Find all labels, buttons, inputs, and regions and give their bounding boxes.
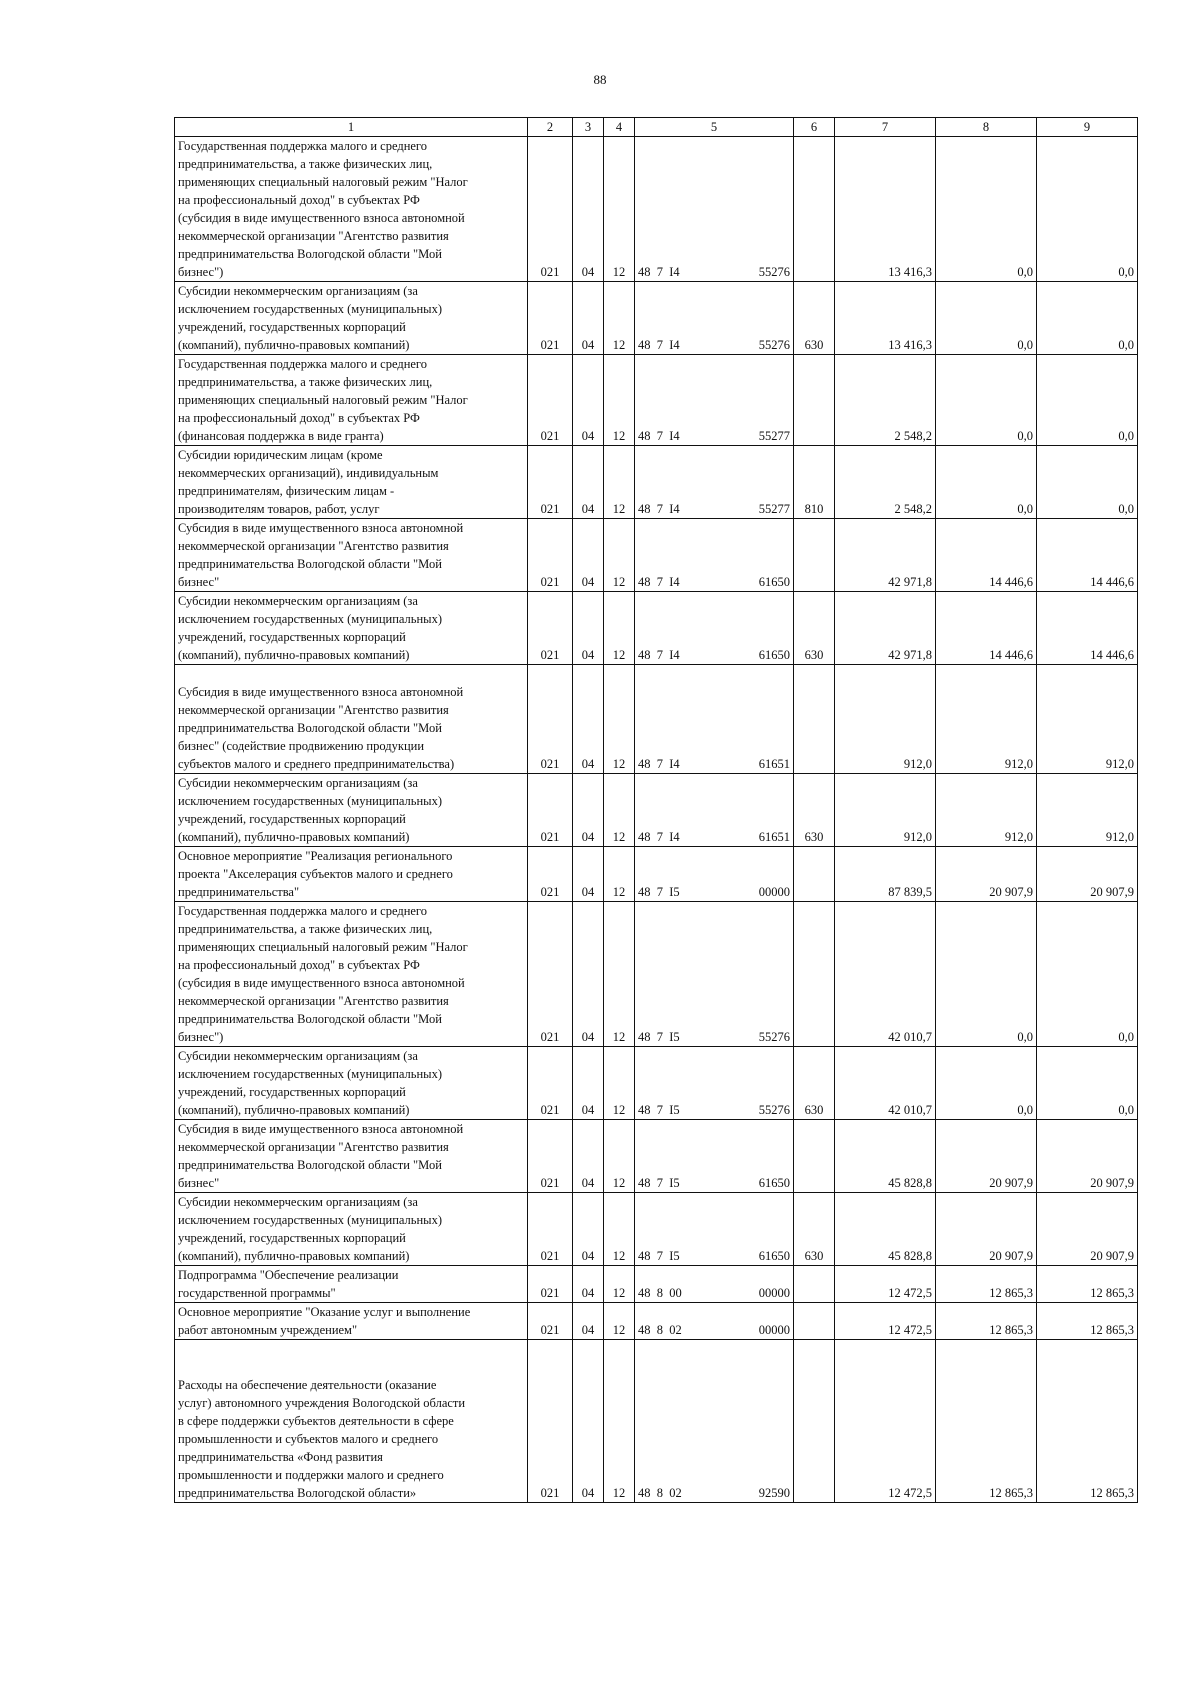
amount-year-2: 912,0 — [936, 774, 1037, 847]
program-code: 48 7 I5 — [638, 1249, 680, 1263]
description-line: (финансовая поддержка в виде гранта) — [178, 429, 384, 443]
subsection-code: 12 — [604, 1193, 635, 1266]
row-description — [175, 1047, 528, 1120]
admin-code: 021 — [528, 355, 573, 446]
page-number: 88 — [593, 72, 607, 87]
description-line: некоммерческой организации "Агентство развития — [178, 229, 449, 243]
section-code: 04 — [573, 1340, 604, 1503]
description-line: работ автономным учреждением" — [178, 1323, 358, 1337]
amount-year-3: 20 907,9 — [1037, 847, 1138, 902]
description-line: Субсидии некоммерческим организациям (за — [178, 776, 418, 790]
row-description — [175, 592, 528, 665]
program-code: 48 7 I4 — [638, 338, 680, 352]
amount-year-1: 42 010,7 — [835, 902, 936, 1047]
amount-year-2: 0,0 — [936, 137, 1037, 282]
section-code: 04 — [573, 1303, 604, 1340]
description-line: некоммерческой организации "Агентство развития — [178, 539, 449, 553]
description-line: Расходы на обеспечение деятельности (оказание — [178, 1378, 437, 1392]
description-line: на профессиональный доход" в субъектах РФ — [178, 958, 420, 972]
program-code: 48 7 I4 — [638, 429, 680, 443]
description-line: (компаний), публично-правовых компаний) — [178, 1103, 410, 1117]
subsection-code: 12 — [604, 902, 635, 1047]
header-col-9: 9 — [1037, 118, 1138, 137]
header-col-6: 6 — [794, 118, 835, 137]
amount-year-3: 0,0 — [1037, 1047, 1138, 1120]
amount-year-2: 20 907,9 — [936, 847, 1037, 902]
section-code: 04 — [573, 774, 604, 847]
description-line: исключением государственных (муниципальных) — [178, 302, 442, 316]
program-code: 48 7 I5 — [638, 1103, 680, 1117]
subsection-code: 12 — [604, 774, 635, 847]
header-col-2: 2 — [528, 118, 573, 137]
description-line: услуг) автономного учреждения Вологодской области — [178, 1396, 466, 1410]
table-row — [175, 1120, 1138, 1193]
table-row — [175, 847, 1138, 902]
table-row — [175, 355, 1138, 446]
admin-code: 021 — [528, 137, 573, 282]
description-line: Субсидии некоммерческим организациям (за — [178, 594, 418, 608]
amount-year-2: 0,0 — [936, 282, 1037, 355]
description-line: субъектов малого и среднего предпринимательства) — [178, 757, 455, 771]
description-line: Подпрограмма "Обеспечение реализации — [178, 1268, 399, 1282]
amount-year-1: 42 010,7 — [835, 1047, 936, 1120]
header-col-3: 3 — [573, 118, 604, 137]
subsection-code: 12 — [604, 1266, 635, 1303]
direction-code: 61650 — [758, 1176, 790, 1190]
amount-year-1: 42 971,8 — [835, 592, 936, 665]
description-line: в сфере поддержки субъектов деятельности в сфере — [178, 1414, 454, 1428]
section-code: 04 — [573, 592, 604, 665]
direction-code: 55276 — [758, 1103, 790, 1117]
direction-code: 55276 — [758, 265, 790, 279]
amount-year-2: 12 865,3 — [936, 1303, 1037, 1340]
amount-year-1: 12 472,5 — [835, 1266, 936, 1303]
description-line: на профессиональный доход" в субъектах РФ — [178, 411, 420, 425]
description-line: предпринимательства Вологодской области "Мой — [178, 247, 442, 261]
target-article — [635, 665, 794, 774]
amount-year-2: 0,0 — [936, 446, 1037, 519]
subsection-code: 12 — [604, 282, 635, 355]
table-row — [175, 1266, 1138, 1303]
section-code: 04 — [573, 1266, 604, 1303]
description-line — [178, 1340, 524, 1358]
row-description — [175, 519, 528, 592]
direction-code: 00000 — [758, 885, 790, 899]
amount-year-1: 87 839,5 — [835, 847, 936, 902]
expense-type-code — [794, 355, 835, 446]
subsection-code: 12 — [604, 592, 635, 665]
amount-year-3: 12 865,3 — [1037, 1340, 1138, 1503]
target-article — [635, 1120, 794, 1193]
description-line: применяющих специальный налоговый режим "Налог — [178, 175, 468, 189]
amount-year-2: 14 446,6 — [936, 519, 1037, 592]
subsection-code: 12 — [604, 1340, 635, 1503]
amount-year-1: 912,0 — [835, 665, 936, 774]
target-article — [635, 1047, 794, 1120]
description-line: производителям товаров, работ, услуг — [178, 502, 380, 516]
target-article — [635, 137, 794, 282]
amount-year-3: 912,0 — [1037, 774, 1138, 847]
budget-table — [174, 117, 1138, 1503]
amount-year-1: 12 472,5 — [835, 1303, 936, 1340]
description-line: Субсидии юридическим лицам (кроме — [178, 448, 383, 462]
section-code: 04 — [573, 355, 604, 446]
program-code: 48 7 I4 — [638, 757, 680, 771]
amount-year-1: 45 828,8 — [835, 1193, 936, 1266]
subsection-code: 12 — [604, 847, 635, 902]
description-line: учреждений, государственных корпораций — [178, 1085, 406, 1099]
program-code: 48 7 I5 — [638, 885, 680, 899]
amount-year-3: 0,0 — [1037, 137, 1138, 282]
description-line: государственной программы" — [178, 1286, 336, 1300]
description-line: (субсидия в виде имущественного взноса автономной — [178, 976, 465, 990]
description-line: Государственная поддержка малого и среднего — [178, 357, 427, 371]
section-code: 04 — [573, 446, 604, 519]
description-line: некоммерческой организации "Агентство развития — [178, 1140, 449, 1154]
description-line: учреждений, государственных корпораций — [178, 812, 406, 826]
row-description — [175, 665, 528, 774]
direction-code: 61651 — [758, 757, 790, 771]
amount-year-2: 0,0 — [936, 355, 1037, 446]
description-line: учреждений, государственных корпораций — [178, 1231, 406, 1245]
amount-year-3: 0,0 — [1037, 355, 1138, 446]
target-article — [635, 592, 794, 665]
admin-code: 021 — [528, 847, 573, 902]
description-line: (компаний), публично-правовых компаний) — [178, 338, 410, 352]
expense-type-code — [794, 847, 835, 902]
table-row — [175, 774, 1138, 847]
row-description — [175, 1340, 528, 1503]
description-line — [178, 665, 524, 683]
section-code: 04 — [573, 1193, 604, 1266]
admin-code: 021 — [528, 1120, 573, 1193]
subsection-code: 12 — [604, 137, 635, 282]
target-article — [635, 1303, 794, 1340]
section-code: 04 — [573, 1120, 604, 1193]
description-line: Субсидии некоммерческим организациям (за — [178, 284, 418, 298]
amount-year-1: 912,0 — [835, 774, 936, 847]
description-line: (компаний), публично-правовых компаний) — [178, 648, 410, 662]
amount-year-3: 0,0 — [1037, 902, 1138, 1047]
description-line: предпринимательства Вологодской области "Мой — [178, 1158, 442, 1172]
header-col-4: 4 — [604, 118, 635, 137]
description-line: предпринимательства «Фонд развития — [178, 1450, 383, 1464]
direction-code: 61650 — [758, 575, 790, 589]
description-line: бизнес") — [178, 265, 224, 279]
description-line: учреждений, государственных корпораций — [178, 630, 406, 644]
admin-code: 021 — [528, 446, 573, 519]
description-line: исключением государственных (муниципальных) — [178, 1213, 442, 1227]
amount-year-1: 2 548,2 — [835, 355, 936, 446]
target-article — [635, 1340, 794, 1503]
amount-year-3: 0,0 — [1037, 446, 1138, 519]
subsection-code: 12 — [604, 1047, 635, 1120]
expense-type-code — [794, 137, 835, 282]
direction-code: 55276 — [758, 338, 790, 352]
header-row — [175, 118, 1138, 137]
target-article — [635, 847, 794, 902]
section-code: 04 — [573, 902, 604, 1047]
admin-code: 021 — [528, 592, 573, 665]
program-code: 48 7 I4 — [638, 502, 680, 516]
description-line: Субсидия в виде имущественного взноса автономной — [178, 521, 464, 535]
table-row — [175, 592, 1138, 665]
description-line: исключением государственных (муниципальных) — [178, 794, 442, 808]
amount-year-3: 12 865,3 — [1037, 1303, 1138, 1340]
row-description — [175, 137, 528, 282]
description-line: применяющих специальный налоговый режим "Налог — [178, 940, 468, 954]
amount-year-2: 20 907,9 — [936, 1120, 1037, 1193]
subsection-code: 12 — [604, 355, 635, 446]
amount-year-2: 0,0 — [936, 902, 1037, 1047]
expense-type-code: 630 — [794, 592, 835, 665]
subsection-code: 12 — [604, 1120, 635, 1193]
amount-year-1: 12 472,5 — [835, 1340, 936, 1503]
subsection-code: 12 — [604, 446, 635, 519]
amount-year-1: 13 416,3 — [835, 282, 936, 355]
row-description — [175, 1303, 528, 1340]
amount-year-3: 0,0 — [1037, 282, 1138, 355]
expense-type-code — [794, 1120, 835, 1193]
subsection-code: 12 — [604, 1303, 635, 1340]
admin-code: 021 — [528, 1193, 573, 1266]
description-line: Субсидия в виде имущественного взноса автономной — [178, 1122, 464, 1136]
description-line: применяющих специальный налоговый режим "Налог — [178, 393, 468, 407]
description-line: предпринимательства Вологодской области» — [178, 1486, 417, 1500]
direction-code: 55276 — [758, 1030, 790, 1044]
row-description — [175, 1120, 528, 1193]
description-line: предпринимательства Вологодской области "Мой — [178, 1012, 442, 1026]
program-code: 48 8 02 — [638, 1323, 682, 1337]
amount-year-3: 912,0 — [1037, 665, 1138, 774]
description-line: (компаний), публично-правовых компаний) — [178, 830, 410, 844]
amount-year-2: 12 865,3 — [936, 1340, 1037, 1503]
direction-code: 00000 — [758, 1286, 790, 1300]
expense-type-code — [794, 1303, 835, 1340]
description-line: проекта "Акселерация субъектов малого и среднего — [178, 867, 453, 881]
header-col-5: 5 — [635, 118, 794, 137]
description-line: Субсидии некоммерческим организациям (за — [178, 1195, 418, 1209]
table-row — [175, 665, 1138, 774]
amount-year-1: 13 416,3 — [835, 137, 936, 282]
description-line: учреждений, государственных корпораций — [178, 320, 406, 334]
row-description — [175, 1266, 528, 1303]
expense-type-code — [794, 902, 835, 1047]
description-line: на профессиональный доход" в субъектах РФ — [178, 193, 420, 207]
amount-year-3: 14 446,6 — [1037, 592, 1138, 665]
table-row — [175, 1193, 1138, 1266]
admin-code: 021 — [528, 282, 573, 355]
expense-type-code: 810 — [794, 446, 835, 519]
table-body — [175, 137, 1138, 1503]
header-col-7: 7 — [835, 118, 936, 137]
description-line: Основное мероприятие "Оказание услуг и выполнение — [178, 1305, 471, 1319]
description-line: некоммерческих организаций), индивидуальным — [178, 466, 439, 480]
table-row — [175, 282, 1138, 355]
row-description — [175, 774, 528, 847]
admin-code: 021 — [528, 1340, 573, 1503]
description-line: (компаний), публично-правовых компаний) — [178, 1249, 410, 1263]
subsection-code: 12 — [604, 665, 635, 774]
expense-type-code — [794, 519, 835, 592]
description-line: предпринимательства Вологодской области "Мой — [178, 557, 442, 571]
subsection-code: 12 — [604, 519, 635, 592]
admin-code: 021 — [528, 519, 573, 592]
header-col-8: 8 — [936, 118, 1037, 137]
direction-code: 61650 — [758, 648, 790, 662]
description-line: бизнес" (содействие продвижению продукции — [178, 739, 425, 753]
program-code: 48 8 02 — [638, 1486, 682, 1500]
direction-code: 61650 — [758, 1249, 790, 1263]
description-line — [178, 1358, 524, 1376]
program-code: 48 7 I5 — [638, 1030, 680, 1044]
table-row — [175, 1047, 1138, 1120]
description-line: исключением государственных (муниципальных) — [178, 1067, 442, 1081]
expense-type-code — [794, 1340, 835, 1503]
section-code: 04 — [573, 1047, 604, 1120]
row-description — [175, 355, 528, 446]
target-article — [635, 519, 794, 592]
header-col-1: 1 — [175, 118, 528, 137]
description-line: бизнес" — [178, 575, 220, 589]
expense-type-code — [794, 1266, 835, 1303]
description-line: предпринимателям, физическим лицам - — [178, 484, 395, 498]
admin-code: 021 — [528, 1047, 573, 1120]
amount-year-1: 45 828,8 — [835, 1120, 936, 1193]
expense-type-code — [794, 665, 835, 774]
description-line: Субсидии некоммерческим организациям (за — [178, 1049, 418, 1063]
description-line: предпринимательства, а также физических лиц, — [178, 922, 433, 936]
amount-year-3: 12 865,3 — [1037, 1266, 1138, 1303]
description-line: Государственная поддержка малого и среднего — [178, 139, 427, 153]
description-line: предпринимательства" — [178, 885, 300, 899]
target-article — [635, 1266, 794, 1303]
admin-code: 021 — [528, 665, 573, 774]
amount-year-2: 0,0 — [936, 1047, 1037, 1120]
program-code: 48 7 I5 — [638, 1176, 680, 1190]
amount-year-1: 2 548,2 — [835, 446, 936, 519]
admin-code: 021 — [528, 1266, 573, 1303]
section-code: 04 — [573, 137, 604, 282]
admin-code: 021 — [528, 1303, 573, 1340]
description-line: некоммерческой организации "Агентство развития — [178, 994, 449, 1008]
row-description — [175, 446, 528, 519]
amount-year-3: 14 446,6 — [1037, 519, 1138, 592]
amount-year-2: 912,0 — [936, 665, 1037, 774]
admin-code: 021 — [528, 902, 573, 1047]
target-article — [635, 774, 794, 847]
direction-code: 61651 — [758, 830, 790, 844]
direction-code: 55277 — [758, 502, 790, 516]
description-line: исключением государственных (муниципальных) — [178, 612, 442, 626]
description-line: бизнес" — [178, 1176, 220, 1190]
target-article — [635, 355, 794, 446]
amount-year-2: 14 446,6 — [936, 592, 1037, 665]
description-line: промышленности и субъектов малого и среднего — [178, 1432, 439, 1446]
target-article — [635, 446, 794, 519]
description-line: предпринимательства Вологодской области "Мой — [178, 721, 442, 735]
expense-type-code: 630 — [794, 1047, 835, 1120]
amount-year-3: 20 907,9 — [1037, 1120, 1138, 1193]
section-code: 04 — [573, 282, 604, 355]
table-row — [175, 519, 1138, 592]
amount-year-2: 12 865,3 — [936, 1266, 1037, 1303]
target-article — [635, 282, 794, 355]
description-line: Субсидия в виде имущественного взноса автономной — [178, 685, 464, 699]
table-row — [175, 446, 1138, 519]
description-line: бизнес") — [178, 1030, 224, 1044]
program-code: 48 7 I4 — [638, 265, 680, 279]
row-description — [175, 1193, 528, 1266]
direction-code: 00000 — [758, 1323, 790, 1337]
program-code: 48 7 I4 — [638, 575, 680, 589]
amount-year-2: 20 907,9 — [936, 1193, 1037, 1266]
admin-code: 021 — [528, 774, 573, 847]
row-description — [175, 282, 528, 355]
program-code: 48 7 I4 — [638, 648, 680, 662]
expense-type-code: 630 — [794, 774, 835, 847]
section-code: 04 — [573, 665, 604, 774]
description-line: некоммерческой организации "Агентство развития — [178, 703, 449, 717]
description-line: предпринимательства, а также физических лиц, — [178, 375, 433, 389]
description-line: Основное мероприятие "Реализация регионального — [178, 849, 453, 863]
table-row — [175, 902, 1138, 1047]
expense-type-code: 630 — [794, 282, 835, 355]
section-code: 04 — [573, 519, 604, 592]
amount-year-1: 42 971,8 — [835, 519, 936, 592]
target-article — [635, 1193, 794, 1266]
description-line: Государственная поддержка малого и среднего — [178, 904, 427, 918]
direction-code: 92590 — [758, 1486, 790, 1500]
target-article — [635, 902, 794, 1047]
row-description — [175, 902, 528, 1047]
table-row — [175, 1340, 1138, 1503]
direction-code: 55277 — [758, 429, 790, 443]
row-description — [175, 847, 528, 902]
table-row — [175, 1303, 1138, 1340]
description-line: (субсидия в виде имущественного взноса автономной — [178, 211, 465, 225]
program-code: 48 8 00 — [638, 1286, 682, 1300]
amount-year-3: 20 907,9 — [1037, 1193, 1138, 1266]
program-code: 48 7 I4 — [638, 830, 680, 844]
description-line: предпринимательства, а также физических лиц, — [178, 157, 433, 171]
section-code: 04 — [573, 847, 604, 902]
expense-type-code: 630 — [794, 1193, 835, 1266]
table-row — [175, 137, 1138, 282]
description-line: промышленности и поддержки малого и среднего — [178, 1468, 444, 1482]
